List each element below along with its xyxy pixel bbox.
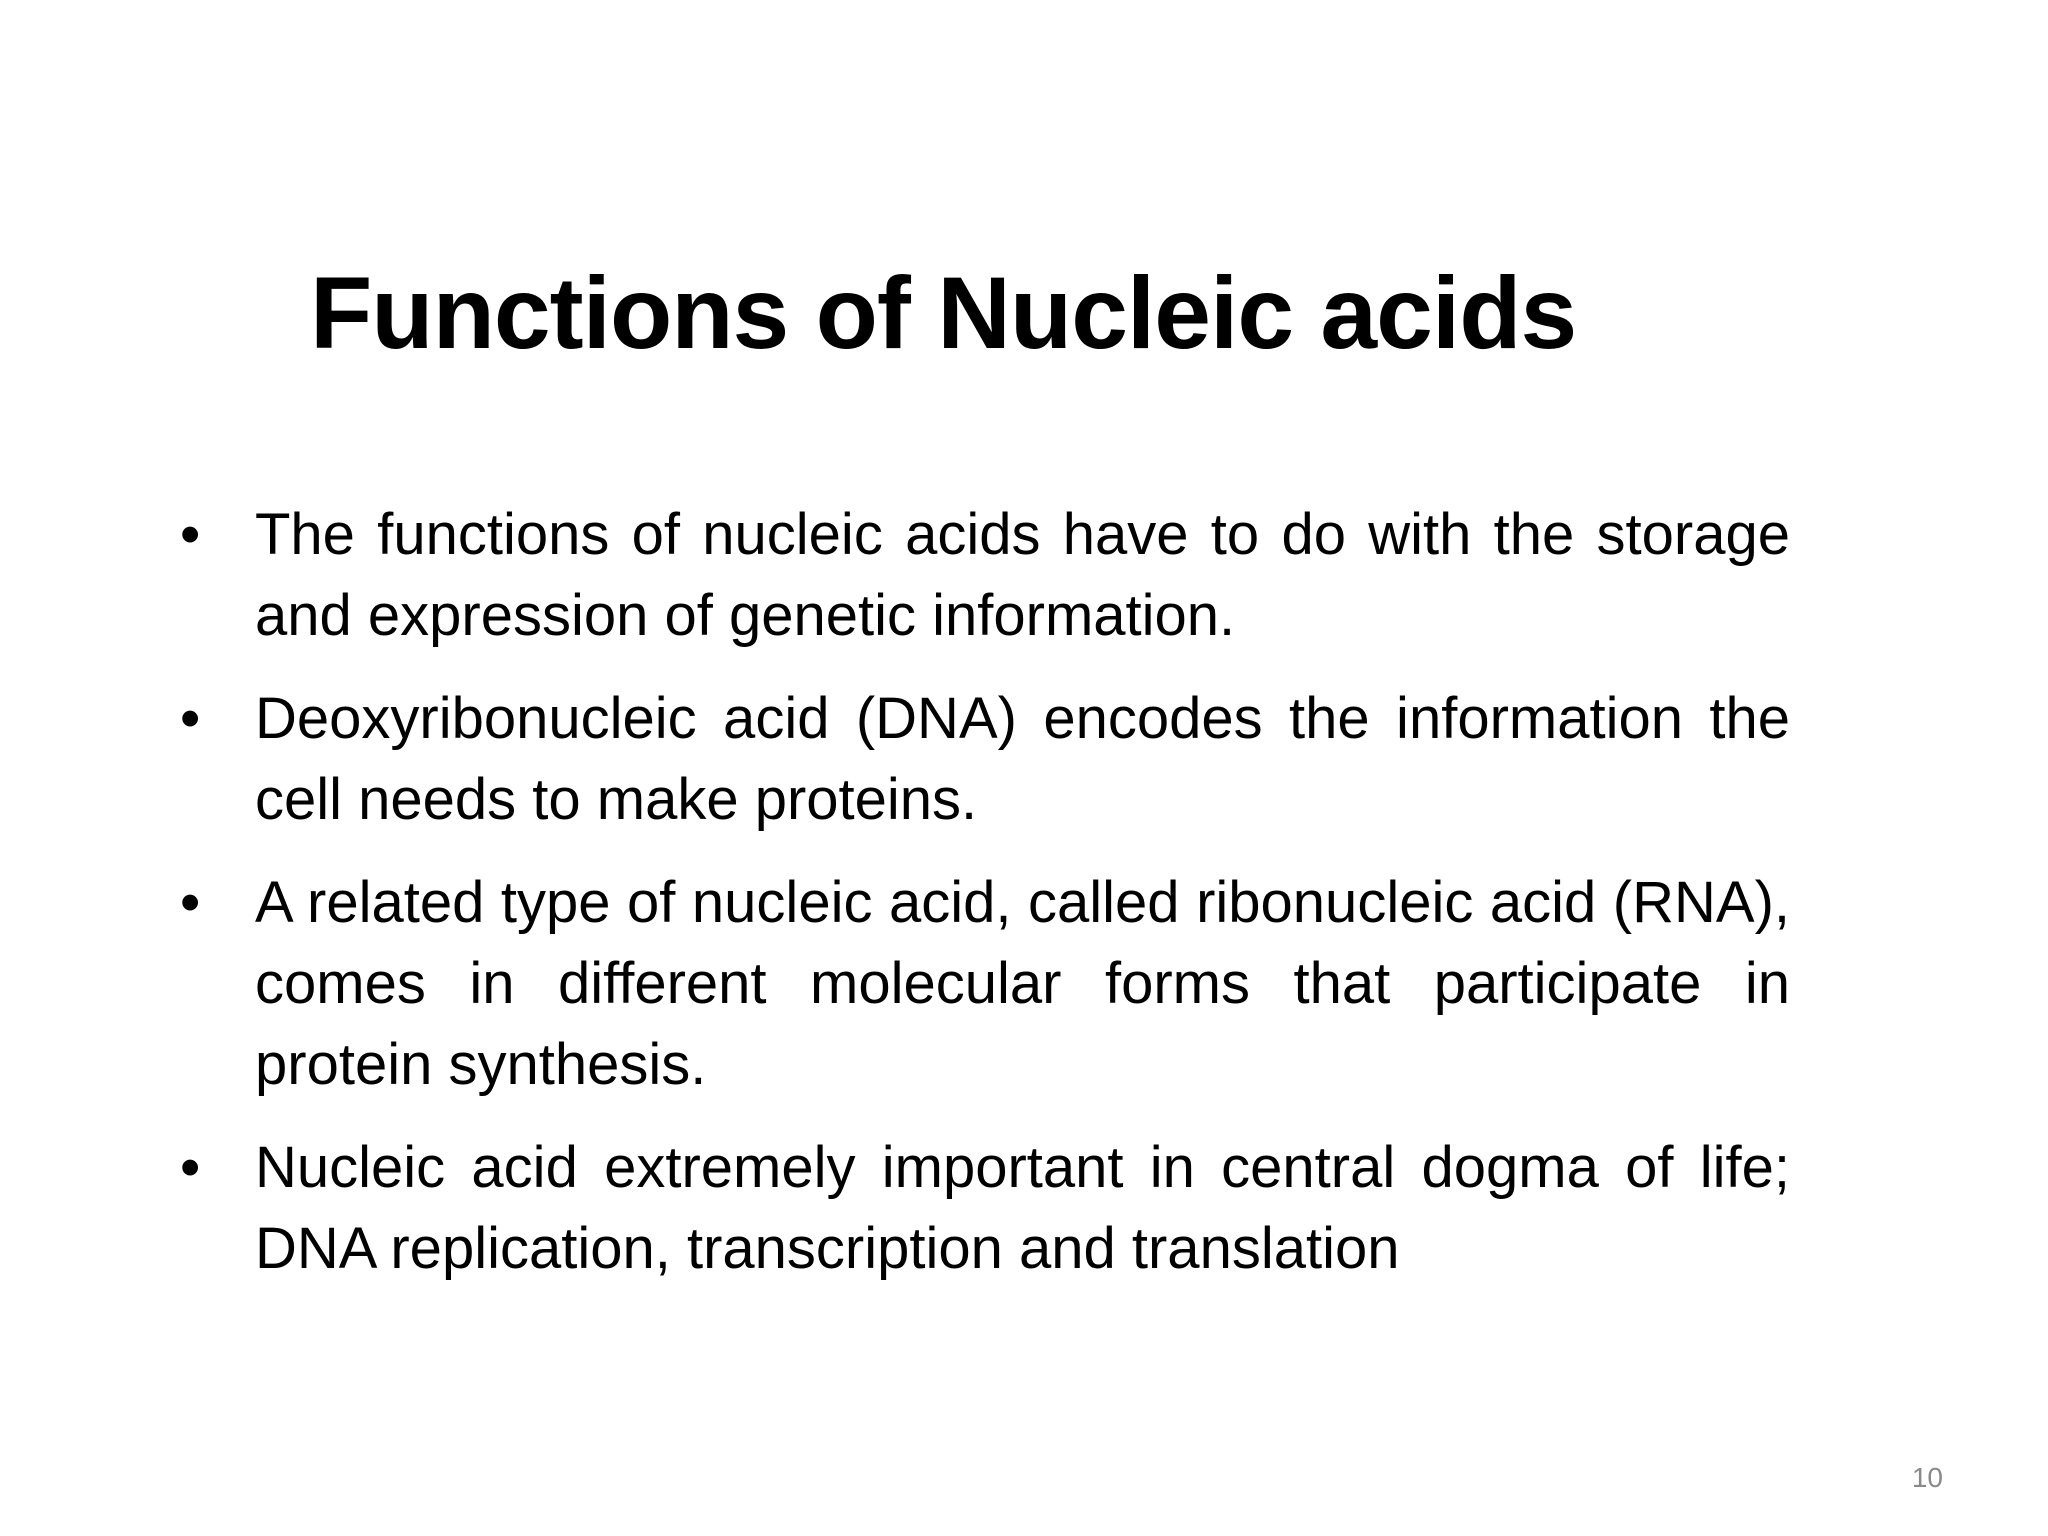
bullet-icon: • — [180, 870, 201, 935]
bullet-text: Nucleic acid extremely important in central dogma of life; DNA replication, transcription and translation — [255, 1135, 1790, 1281]
bullet-text: The functions of nucleic acids have to do with the storage and expression of genetic information. — [255, 502, 1790, 648]
bullet-icon: • — [180, 1135, 201, 1200]
bullet-item-1 — [170, 494, 1790, 656]
bullet-list — [170, 494, 1790, 1311]
slide-number: 10 — [1911, 1462, 1943, 1493]
bullet-icon: • — [180, 686, 201, 751]
bullet-icon: • — [180, 502, 201, 567]
bullet-text: A related type of nucleic acid, called ribonucleic acid (RNA), comes in different molecular forms that participate in protein synthesis. — [255, 870, 1790, 1097]
slide-title: Functions of Nucleic acids — [310, 256, 1577, 370]
bullet-text: Deoxyribonucleic acid (DNA) encodes the information the cell needs to make proteins. — [255, 686, 1790, 832]
bullet-item-4 — [170, 1127, 1790, 1289]
bullet-item-3 — [170, 862, 1790, 1105]
bullet-item-2 — [170, 678, 1790, 840]
